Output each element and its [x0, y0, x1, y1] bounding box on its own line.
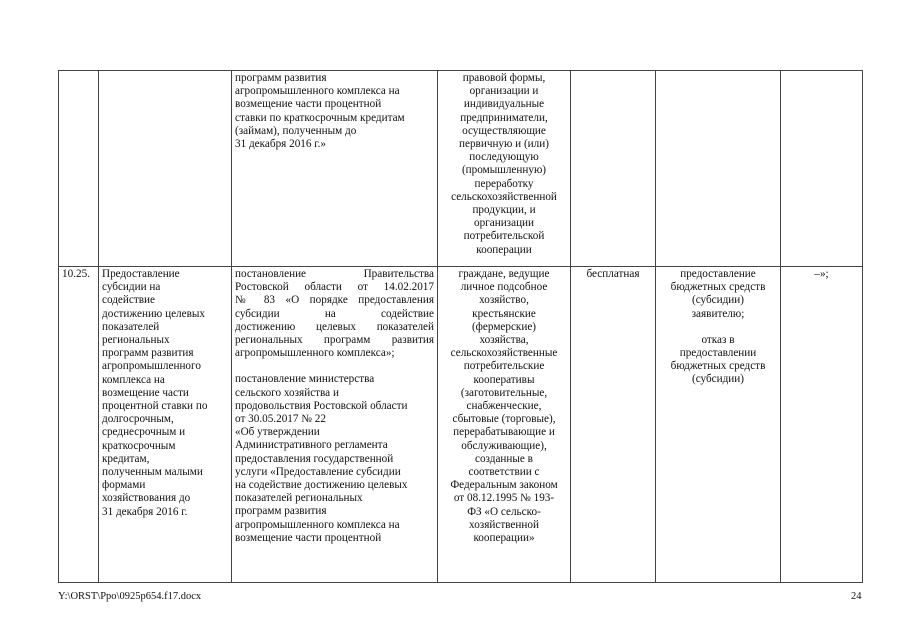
- text-line: снабженческие,: [466, 400, 542, 413]
- cell-document: [232, 71, 438, 267]
- text-line: постановление Правительства: [235, 268, 434, 280]
- text-line: (субсидии): [691, 373, 745, 386]
- text-line: соответствии с: [468, 466, 540, 479]
- cell-last: [781, 71, 863, 267]
- footer-page-number: 24: [851, 591, 862, 602]
- text-line: агропромышленного: [102, 360, 201, 373]
- text-line: агропромышленного комплекса на: [235, 518, 400, 531]
- text-line: предоставление: [680, 268, 756, 280]
- text-line: Предоставление: [102, 268, 180, 280]
- text-line: «Об утверждении: [235, 426, 320, 439]
- cell-recipients: [438, 71, 571, 267]
- text-line: кооперации»: [473, 532, 535, 545]
- text-line: постановление министерства: [235, 373, 375, 386]
- cell-service-name: [99, 71, 232, 267]
- text-line: субсидии на содействие: [235, 307, 434, 320]
- fee-text: бесплатная: [586, 268, 640, 280]
- text-line: формами: [102, 479, 146, 492]
- text-line: первичную и (или): [459, 138, 549, 151]
- result-text-1: [659, 268, 777, 321]
- text-line: (субсидии): [691, 294, 745, 307]
- text-line: 31 декабря 2016 г.: [102, 505, 188, 518]
- result-text-2: [659, 334, 777, 387]
- cell-service-name: [99, 267, 232, 583]
- table-row: [59, 71, 863, 267]
- text-line: комплекса на: [102, 373, 165, 386]
- text-line: сельскохозяйственные: [450, 347, 558, 360]
- text-line: бюджетных средств: [670, 360, 766, 373]
- text-line: кооперации: [476, 243, 532, 256]
- text-line: индивидуальные: [463, 98, 545, 111]
- recipients-text: [441, 72, 567, 257]
- cell-fee: [571, 71, 656, 267]
- text-line: продукции, и: [472, 204, 536, 217]
- text-line: программ развития: [235, 505, 327, 518]
- text-line: Ростовской области от 14.02.2017: [235, 281, 434, 294]
- text-line: перерабатывающие и: [453, 426, 555, 439]
- text-line: отказ в: [701, 333, 735, 346]
- document-text: [235, 72, 434, 151]
- text-line: созданные в: [475, 452, 533, 465]
- text-line: 31 декабря 2016 г.»: [235, 138, 326, 151]
- text-line: заявителю;: [691, 307, 745, 320]
- text-line: № 83 «О порядке предоставления: [235, 294, 434, 307]
- text-line: крестьянские: [472, 307, 536, 320]
- text-line: среднесрочным и: [102, 426, 186, 439]
- text-line: возмещение части процентной: [235, 98, 382, 111]
- text-line: кооперативы: [473, 373, 535, 386]
- text-line: возмещение части процентной: [235, 531, 382, 544]
- text-line: обслуживающие),: [461, 439, 547, 452]
- text-line: программ развития: [235, 72, 327, 84]
- text-line: полученным малыми: [102, 466, 203, 479]
- text-line: (промышленную): [461, 164, 547, 177]
- text-line: достижению целевых показателей: [235, 320, 434, 333]
- text-line: бюджетных средств: [670, 281, 766, 294]
- row-number: 10.25.: [62, 268, 90, 280]
- cell-last: [781, 267, 863, 583]
- text-line: переработку: [474, 177, 534, 190]
- cell-fee: [571, 267, 656, 583]
- text-line: предоставлении: [679, 347, 757, 360]
- text-line: граждане, ведущие: [458, 268, 550, 280]
- text-line: (займам), полученным до: [235, 124, 357, 137]
- cell-result: [656, 267, 781, 583]
- text-line: сельскохозяйственной: [451, 190, 557, 203]
- cell-number: [59, 267, 99, 583]
- text-line: хозяйства,: [479, 334, 529, 347]
- recipients-text: [441, 268, 567, 545]
- text-line: кредитам,: [102, 452, 150, 465]
- text-line: ставки по краткосрочным кредитам: [235, 111, 405, 124]
- text-line: на содействие достижению целевых: [235, 479, 408, 492]
- text-line: от 08.12.1995 № 193-: [453, 492, 555, 505]
- cell-document: [232, 267, 438, 583]
- text-line: краткосрочным: [102, 439, 176, 452]
- text-line: осуществляющие: [462, 124, 546, 137]
- text-line: (фермерские): [471, 320, 537, 333]
- footer-file-path: Y:\ORST\Ppo\0925p654.f17.docx: [58, 591, 202, 602]
- text-line: потребительские: [463, 360, 545, 373]
- text-line: процентной ставки по: [102, 400, 208, 413]
- text-line: содействие: [102, 294, 155, 307]
- text-line: Административного регламента: [235, 439, 388, 452]
- text-line: региональных программ развития: [235, 334, 434, 347]
- service-name-text: [102, 268, 228, 519]
- text-line: агропромышленного комплекса»;: [235, 347, 395, 360]
- table-row: [59, 267, 863, 583]
- cell-number: [59, 71, 99, 267]
- text-line: программ развития: [102, 347, 194, 360]
- text-line: показателей: [102, 320, 160, 333]
- text-line: услуги «Предоставление субсидии: [235, 465, 401, 478]
- text-line: долгосрочным,: [102, 413, 174, 426]
- text-line: сельского хозяйства и: [235, 386, 339, 399]
- document-table: [58, 70, 863, 583]
- text-line: хозяйство,: [479, 294, 529, 307]
- text-line: агропромышленного комплекса на: [235, 85, 400, 98]
- text-line: последующую: [469, 151, 539, 164]
- document-text-1: [235, 268, 434, 360]
- last-cell-text: –»;: [814, 268, 829, 280]
- text-line: субсидии на: [102, 281, 161, 294]
- text-line: хозяйственной: [469, 518, 539, 531]
- text-line: от 30.05.2017 № 22: [235, 413, 326, 426]
- text-line: хозяйствования до: [102, 492, 191, 505]
- text-line: организации: [473, 217, 535, 230]
- cell-result: [656, 71, 781, 267]
- text-line: региональных: [102, 334, 170, 347]
- text-line: (заготовительные,: [460, 386, 548, 399]
- text-line: потребительской: [463, 230, 545, 243]
- text-line: достижению целевых: [102, 307, 205, 320]
- text-line: правовой формы,: [462, 72, 546, 84]
- document-text-2: [235, 373, 434, 545]
- text-line: предоставления государственной: [235, 452, 394, 465]
- text-line: показателей региональных: [235, 492, 363, 505]
- text-line: продовольствия Ростовской области: [235, 399, 408, 412]
- cell-recipients: [438, 267, 571, 583]
- text-line: возмещение части: [102, 386, 189, 399]
- text-line: ФЗ «О сельско-: [467, 505, 541, 518]
- text-line: организации и: [469, 85, 539, 98]
- text-line: Федеральным законом: [450, 479, 558, 492]
- text-line: сбытовые (торговые),: [452, 413, 556, 426]
- text-line: предприниматели,: [460, 111, 548, 124]
- text-line: личное подсобное: [460, 281, 548, 294]
